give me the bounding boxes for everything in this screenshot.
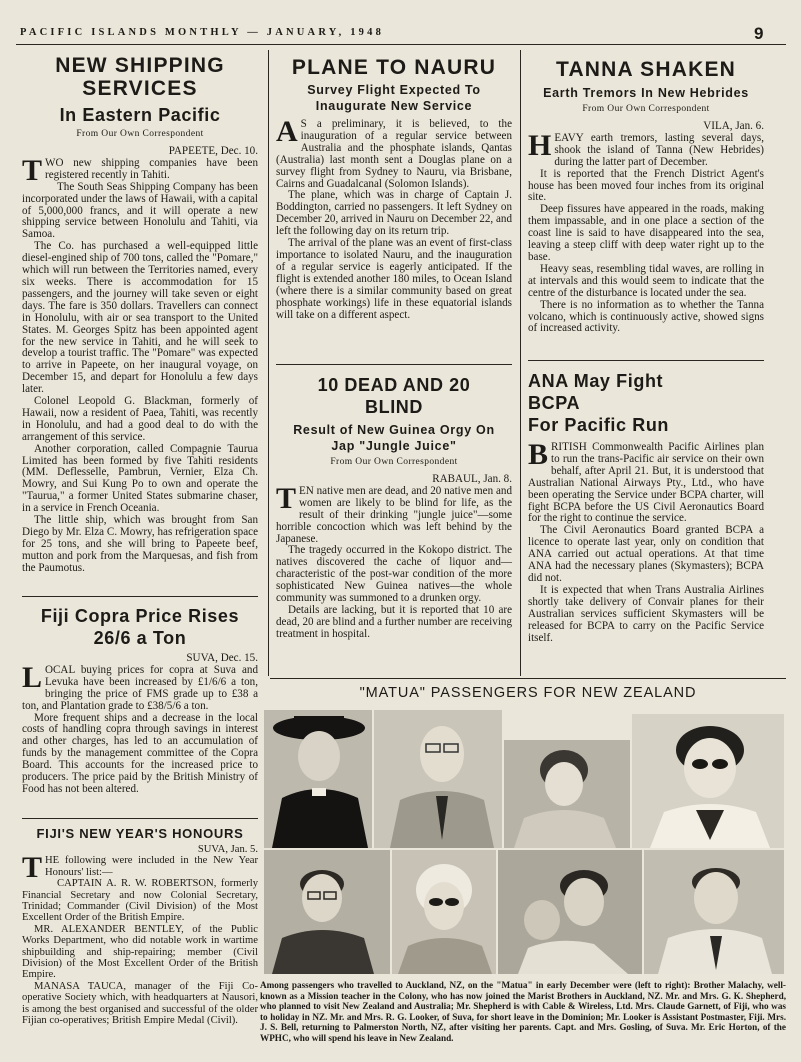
photo-mrs-garnett: [632, 714, 784, 848]
dead-byline: From Our Own Correspondent: [330, 457, 458, 467]
shipping-headline-2: SERVICES: [82, 77, 198, 100]
header-rule: [16, 44, 786, 45]
column-rule-1: [268, 50, 269, 676]
ana-headline-2: BCPA: [528, 393, 581, 413]
tanna-subhead: Earth Tremors In New Hebrides: [543, 86, 749, 100]
article-shipping: [22, 54, 258, 575]
copra-body: [22, 653, 258, 796]
tanna-para: There is no information as to whether the Tanna volcano, which is continuously active, showed signs of increased activity.: [528, 298, 764, 335]
ana-headline-1: ANA May Fight: [528, 371, 664, 391]
portrait-figure: [392, 850, 496, 974]
honours-para: MR. ALEXANDER BENTLEY, of the Public Works Department, who did notable work in wartime shipbuilding and ship-repairing; member (Civil Division) of the Most Excellent Order of the British Empire.: [22, 923, 258, 981]
honours-para: MANASA TAUCA, manager of the Fiji Co-operative Society which, with headquarters at Nausori, is among the best organised and successful of the older Fijian co-operatives; British Empire Medal (Civil).: [22, 980, 258, 1027]
copra-para: More frequent ships and a decrease in the local costs of handling copra through savings in interest and other charges, has led to an accumulation of funds by the management committee of the Copra Board. This accounts for the increased price to producers. The price paid by the British Ministry of Food has not been altered.: [22, 711, 258, 795]
article-dead: [276, 374, 512, 641]
dead-para: EN native men are dead, and 20 native men and women are likely to be blind for life, as the result of their drinking "jungle juice"—some horrible concoction which was left behind by the Japanese.: [276, 484, 512, 545]
running-head: PACIFIC ISLANDS MONTHLY — JANUARY, 1948: [20, 27, 385, 38]
tanna-headline: TANNA SHAKEN: [555, 58, 737, 81]
dead-para: Details are lacking, but it is reported that 10 are dead, 20 are blind and a further number are receiving treatment in hospital.: [276, 603, 512, 640]
ana-body: [528, 438, 764, 644]
tanna-para: EAVY earth tremors, lasting several days, shook the island of Tanna (New Hebrides) during the latter part of December.: [554, 131, 764, 168]
tanna-body: [528, 121, 764, 335]
dead-subhead-1: Result of New Guinea Orgy On: [293, 423, 495, 437]
shipping-para: Another corporation, called Compagnie Taurua Limited has been formed by five Tahiti residents (MM. Deflesselle, Pambrun, Vernier, Elza Ch. Mowry, and Sui Kung Po to own and operate the "Taurua," a former United States submarine chaser, in a service in French Oceania.: [22, 442, 258, 515]
photo-brother-malachy: [264, 710, 372, 848]
tanna-byline: From Our Own Correspondent: [582, 104, 710, 114]
nauru-headline: PLANE TO NAURU: [291, 56, 497, 79]
photo-goslings: [498, 850, 642, 974]
dead-dropcap: T: [276, 481, 297, 515]
portrait-figure: [504, 740, 630, 848]
shipping-para: WO new shipping companies have been registered recently in Tahiti.: [45, 156, 258, 181]
honours-body: [22, 844, 258, 1027]
nauru-para: S a preliminary, it is believed, to the inauguration of a regular service between Australia and the phosphate islands, Qantas (Australia) last month sent a Douglas plane on a survey flight from Sydney to Nauru, via Brisbane, Cairns and Guadalcanal (Solomon Islands).: [276, 118, 512, 190]
dead-subhead-2: Jap "Jungle Juice": [331, 439, 457, 453]
tanna-dropcap: H: [528, 128, 552, 162]
copra-para: OCAL buying prices for copra at Suva and Levuka have been increased by £1/6/6 a ton, bringing the price of FMS grade up to £38 a ton, and Plantation grade to £38/5/6 a ton.: [22, 663, 258, 712]
tanna-para: Deep fissures have appeared in the roads, making them impassable, and in one place a section of the coast line is said to have disappeared into the sea, leaving a steep cliff with deep water right up to the base.: [528, 203, 764, 263]
nauru-subhead-1: Survey Flight Expected To: [307, 83, 481, 97]
nauru-subhead-2: Inaugurate New Service: [315, 99, 473, 113]
matua-title: "MATUA" PASSENGERS FOR NEW ZEALAND: [359, 685, 697, 701]
dead-headline-1: 10 DEAD AND 20: [317, 375, 471, 395]
dead-body: [276, 474, 512, 641]
shipping-para: The Co. has purchased a well-equipped little diesel-engined ship of 700 tons, called the "Pomare," which will run between the Territories named, every six weeks. There is accommodation for 15 passengers, and the journey will take seven or eight days. The fare is 350 dollars. Travellers can connect in Honolulu, with air or sea transport to the United States. M. Georges Spitz has been appointed agent for the new service in Tahiti, and he will seek to develop a tourist traffic. The "Pomare" was expected to arrive in Papeete, on her inaugural voyage, on December 15, and depart for Honolulu a few days later.: [22, 240, 258, 396]
shipping-para: The South Seas Shipping Company has been incorporated under the laws of Hawaii, with a capital of 5,000,000 francs, and it will operate a new shipping service between Honolulu and Tahiti, via Samoa.: [22, 180, 258, 241]
honours-dateline: SUVA, Jan. 5.: [197, 844, 258, 855]
shipping-dateline: PAPEETE, Dec. 10.: [168, 145, 258, 157]
honours-para: HE following were included in the New Year Honours' list:—: [45, 855, 258, 878]
shipping-body: [22, 146, 258, 575]
shipping-subhead: In Eastern Pacific: [59, 105, 221, 125]
dead-para: The tragedy occurred in the Kokopo district. The natives discovered the cache of liquor and—characteristic of the post-war condition of the more sophisticated New Guinea natives—the whole community was summoned to a drunken orgy.: [276, 544, 512, 605]
portrait-figure: [374, 710, 502, 848]
section-rule: [276, 364, 512, 365]
nauru-body: [276, 115, 512, 321]
copra-dropcap: L: [22, 660, 43, 694]
column-rule-2: [520, 50, 521, 676]
article-copra: [22, 605, 258, 796]
dead-headline-2: BLIND: [365, 397, 423, 417]
photo-shepherds-woman: [504, 740, 630, 848]
tanna-para: It is reported that the French District Agent's house has been moved four inches from its original site.: [528, 167, 764, 204]
ana-para: The Civil Aeronautics Board granted BCPA a licence to operate last year, only on condition that ANA carried out actual operations. At that time ANA had the necessary planes (Skymasters); BCPA did not.: [528, 524, 764, 584]
nauru-dropcap: A: [276, 115, 298, 148]
nauru-para: The arrival of the plane was an event of first-class importance to isolated Nauru, and the inauguration of a regular service is eagerly anticipated. If the flight is extended another 180 miles, to Ocean Island (where there is a similar community based on great phosphate workings) life in these equatorial islands will take on a different aspect.: [276, 237, 512, 321]
page-number: 9: [754, 24, 764, 43]
copra-headline-2: 26/6 a Ton: [93, 628, 187, 648]
shipping-dropcap: T: [22, 153, 43, 187]
shipping-para: Colonel Leopold G. Blackman, formerly of Hawaii, now a resident of Paea, Tahiti, was recently in Honolulu, and had a good deal to do with the arrangement of this service.: [22, 395, 258, 443]
portrait-figure: [632, 714, 784, 848]
dead-dateline: RABAUL, Jan. 8.: [432, 473, 512, 485]
section-rule: [22, 596, 258, 597]
article-nauru: [276, 56, 512, 321]
copra-headline-1: Fiji Copra Price Rises: [40, 606, 240, 626]
tanna-para: Heavy seas, resembling tidal waves, are rolling in at intervals and this would seem to indicate that the centre of the disturbance is located under the sea.: [528, 262, 764, 299]
article-honours: [22, 826, 258, 1027]
photo-eric-horton: [644, 850, 784, 974]
ana-dropcap: B: [528, 438, 549, 471]
portrait-figure: [644, 850, 784, 974]
section-rule: [22, 818, 258, 819]
portrait-figure: [264, 710, 372, 848]
tanna-dateline: VILA, Jan. 6.: [703, 120, 764, 132]
article-ana: [528, 370, 764, 644]
shipping-headline-1: NEW SHIPPING: [55, 54, 225, 77]
ana-para: RITISH Commonwealth Pacific Airlines plan to run the trans-Pacific air service on their own behalf, after April 21. But, it is understood that Australian National Airways Pty., Ltd., who have been operating the Service under BCPA charter, will fight BCPA before the US Civil Aeronautics Board for the right to continue the service.: [528, 441, 764, 525]
honours-headline: FIJI'S NEW YEAR'S HONOURS: [36, 826, 244, 841]
portrait-figure: [498, 850, 642, 974]
copra-dateline: SUVA, Dec. 15.: [186, 652, 258, 664]
photo-shepherds-man: [374, 710, 502, 848]
nauru-para: The plane, which was in charge of Captain J. Boddington, carried no passengers. It left Sydney on December 20, arrived in Nauru on December 22, and left the following day on its return trip.: [276, 189, 512, 238]
photo-feature-rule: [270, 678, 786, 679]
portrait-figure: [264, 850, 390, 974]
ana-para: It is expected that when Trans Australia Airlines shortly take delivery of Convair planes for their Australian services sufficient Skymasters will be released for BCPA to carry on the Pacific Service itself.: [528, 583, 764, 644]
ana-headline-3: For Pacific Run: [528, 415, 670, 435]
matua-caption: Among passengers who travelled to Auckland, NZ, on the "Matua" in early December were (left to right): Brother Malachy, well-known as a Mission teacher in the Colony, who has now joined the Marist Brothers in Auckland, NZ. Mr. and Mrs. G. K. Shepherd, who planned to visit New Zealand and Australia; Mr. Shepherd is with Cable & Wireless, Ltd. Mrs. Claude Garnett, of Fiji, who was to holiday in NZ. Mr. and Mrs. R. G. Looker, of Suva, for short leave in the Dominion; Mr. Looker is Assistant Postmaster, Fiji. Mrs. J. S. Bell, returning to Palmerston North, NZ, after visiting her parents. Capt. and Mrs. Gosling, of Suva. Mr. Eric Horton, of the WPHC, who will spend his leave in New Zealand.: [260, 980, 786, 1043]
article-tanna: [528, 58, 764, 335]
photo-looker-man: [264, 850, 390, 974]
shipping-para: The little ship, which was brought from San Diego by Mr. Elza C. Mowry, has refrigeration space for 25 tons, and she will bring to Papeete beef, mutton and pork from the Marquesas, and fish from the Paumotus.: [22, 514, 258, 574]
honours-para: CAPTAIN A. R. W. ROBERTSON, formerly Financial Secretary and now Colonial Secretary, Trinidad; Commander (Civil Division) of the Most Excellent Order of the British Empire.: [22, 878, 258, 924]
photo-looker-woman: [392, 850, 496, 974]
honours-dropcap: T: [22, 851, 43, 885]
shipping-byline: From Our Own Correspondent: [76, 129, 204, 139]
section-rule: [528, 360, 764, 361]
